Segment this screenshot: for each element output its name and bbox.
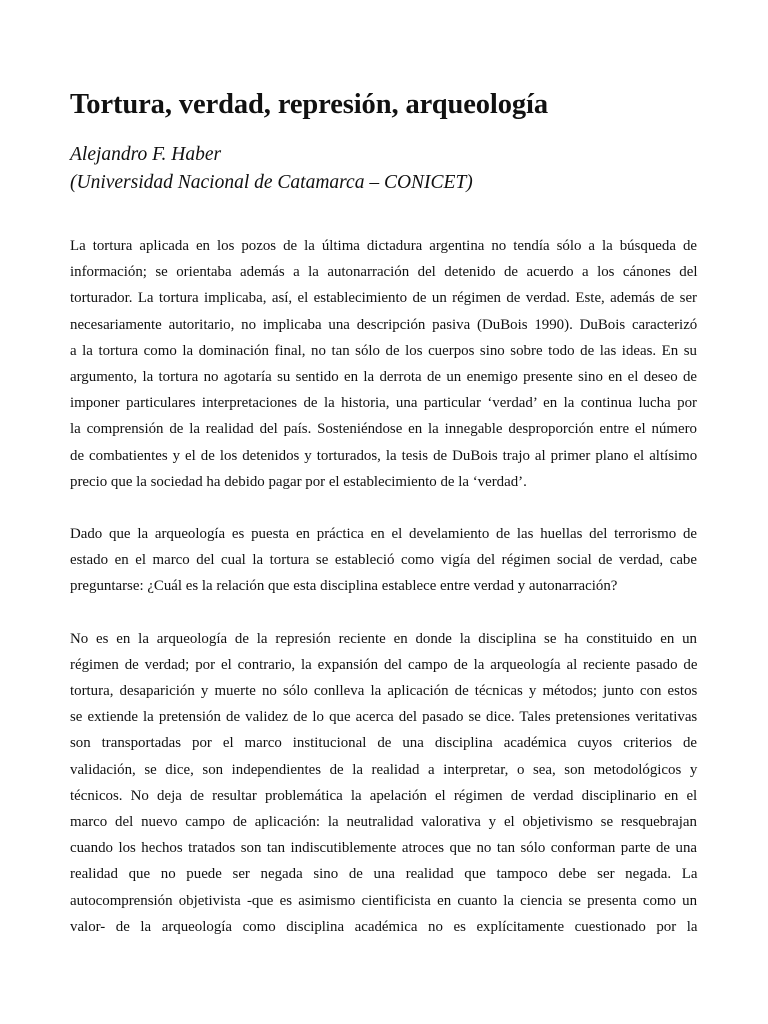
paragraph-line: se extiende la pretensión de validez de lo que acerca del pasado se dice. Tales pretensiones veritativas <box>70 709 698 726</box>
document-page <box>70 86 697 940</box>
paragraph-line: información; se orientaba además a la autonarración del detenido de acuerdo a los cánones del <box>70 264 698 281</box>
paragraph-line: tortura, desaparición y muerte no sólo conlleva la aplicación de técnicas y métodos; junto con estos <box>70 683 698 700</box>
paragraph-line: realidad que no puede ser negada sino de una realidad que tampoco debe ser negada. La <box>70 866 698 883</box>
paragraph-line: Dado que la arqueología es puesta en práctica en el develamiento de las huellas del terrorismo de <box>70 526 698 543</box>
paragraph-line: valor- de la arqueología como disciplina académica no es explícitamente cuestionado por la <box>70 918 698 935</box>
paragraph-line: validación, se dice, son independientes de la realidad a interpretar, o sea, son metodológicos y <box>70 761 698 778</box>
paragraph-line: estado en el marco del cual la tortura se estableció como vigía del régimen social de verdad, cabe <box>70 552 697 569</box>
paragraph-line: necesariamente autoritario, no implicaba una descripción pasiva (DuBois 1990). DuBois caracterizó <box>70 316 698 333</box>
paragraph-line: torturador. La tortura implicaba, así, el establecimiento de un régimen de verdad. Este, además de ser <box>70 290 698 307</box>
paragraph-line: régimen de verdad; por el contrario, la expansión del campo de la arqueología al reciente pasado de <box>70 656 698 673</box>
paragraph-line: No es en la arqueología de la represión reciente en donde la disciplina se ha constituido en un <box>70 630 697 647</box>
paragraph-line: la comprensión de la realidad del país. Sosteniéndose en la innegable desproporción entre el número <box>70 421 697 438</box>
paragraph-gap <box>70 495 697 521</box>
paragraph-line: argumento, la tortura no agotaría su sentido en la derrota de un enemigo presente sino en el deseo de <box>70 369 698 386</box>
paragraph-line: marco del nuevo campo de aplicación: la neutralidad valorativa y el objetivismo se resquebrajan <box>70 814 697 831</box>
paragraph-gap <box>70 600 697 626</box>
paragraph-line: cuando los hechos tratados son tan indiscutiblemente atroces que no tan sólo conforman parte de una <box>70 840 697 857</box>
paragraph-line: imponer particulares interpretaciones de la historia, una particular ‘verdad’ en la continua lucha por <box>70 395 697 412</box>
document-title: Tortura, verdad, represión, arqueología <box>70 89 548 120</box>
paragraph-line: precio que la sociedad ha debido pagar por el establecimiento de la ‘verdad’. <box>70 473 527 490</box>
author-name: Alejandro F. Haber <box>70 144 222 165</box>
paragraph-line: autocomprensión objetivista -que es asimismo cientificista en cuanto la ciencia se presenta como un <box>70 892 698 909</box>
paragraph-1 <box>70 233 697 495</box>
paragraph-line: a la tortura como la dominación final, no tan sólo de los cuerpos sino sobre todo de las ideas. En su <box>70 342 697 359</box>
paragraph-line: preguntarse: ¿Cuál es la relación que esta disciplina establece entre verdad y autonarración? <box>70 578 618 595</box>
paragraph-line: de combatientes y el de los detenidos y torturados, la tesis de DuBois trajo al primer plano el altísimo <box>70 447 698 464</box>
paragraph-line: son transportadas por el marco institucional de una disciplina académica cuyos criterios de <box>70 735 698 752</box>
paragraph-2 <box>70 521 697 600</box>
paragraph-line: técnicos. No deja de resultar problemática la apelación el régimen de verdad disciplinario en el <box>70 787 698 804</box>
author-affiliation: (Universidad Nacional de Catamarca – CONICET) <box>70 172 473 193</box>
paragraph-line: La tortura aplicada en los pozos de la última dictadura argentina no tendía sólo a la búsqueda de <box>70 238 697 254</box>
paragraph-3 <box>70 626 697 940</box>
